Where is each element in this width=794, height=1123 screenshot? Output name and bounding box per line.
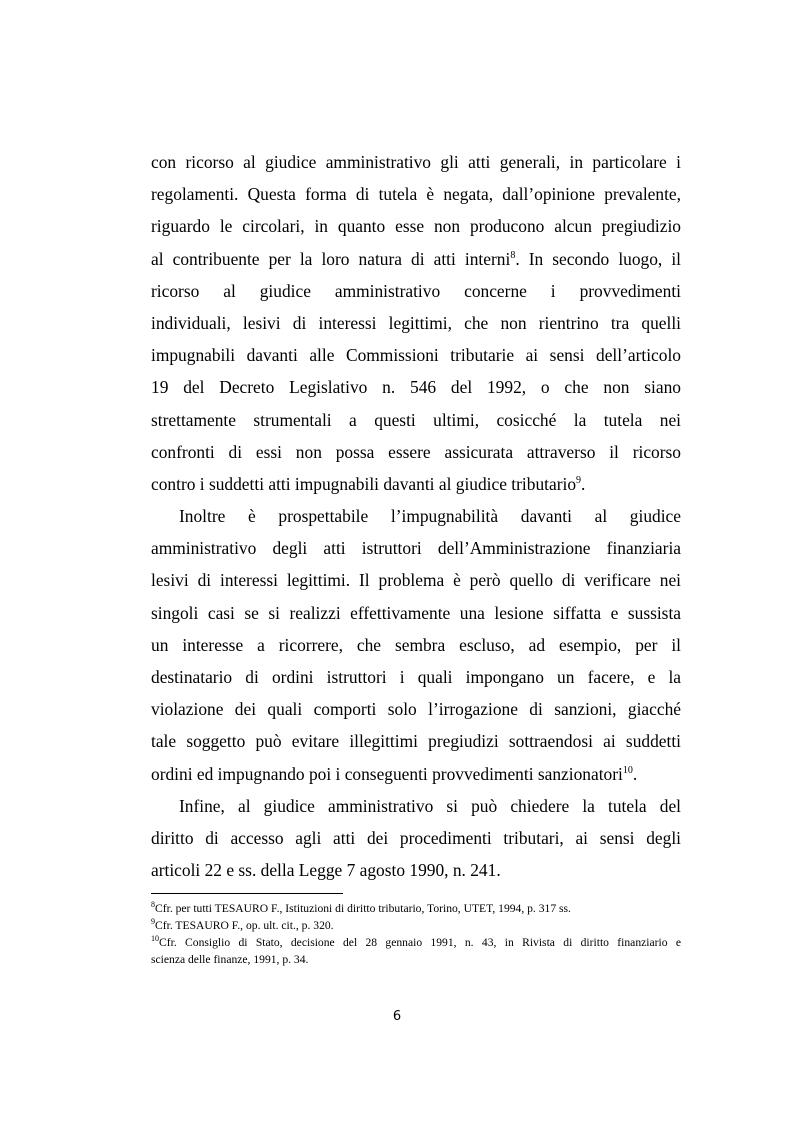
footnote-number: 10: [151, 934, 159, 943]
footnote-separator: [151, 893, 343, 894]
text-line: diritto di accesso agli atti dei procedimenti tributari, ai sensi degli: [151, 827, 681, 848]
text-line: destinatario di ordini istruttori i quali impongano un facere, e la: [151, 667, 681, 687]
footnote-text: Cfr. TESAURO F., op. ult. cit., p. 320.: [155, 919, 334, 932]
text-line: violazione dei quali comporti solo l’irrogazione di sanzioni, giacché: [151, 699, 681, 720]
text-line: con ricorso al giudice amministrativo gli atti generali, in particolare i: [151, 152, 681, 172]
text-line: un interesse a ricorrere, che sembra escluso, ad esempio, per il: [151, 634, 681, 655]
footnote-ref-10[interactable]: 10: [622, 764, 633, 776]
footnote-8: [151, 900, 681, 917]
footnote-number: 8: [151, 900, 155, 909]
text-line: [151, 758, 681, 790]
text-line: individuali, lesivi di interessi legittimi, che non rientrino tra quelli: [151, 312, 681, 333]
footnote-ref-9[interactable]: 9: [576, 474, 582, 486]
text-line: singoli casi se si realizzi effettivamente una lesione siffatta e sussista: [151, 602, 681, 623]
footnote-10-continuation: scienza delle finanze, 1991, p. 34.: [151, 953, 309, 966]
body-text: [151, 146, 681, 886]
text-line: [151, 468, 681, 500]
paragraph-1: [151, 146, 681, 500]
text-line: [151, 243, 681, 275]
text-line: 19 del Decreto Legislativo n. 546 del 1992, o che non siano: [151, 377, 681, 398]
text-line: lesivi di interessi legittimi. Il problema è però quello di verificare nei: [151, 570, 681, 591]
paragraph-3: [151, 790, 681, 887]
footnote-number: 9: [151, 917, 155, 926]
text-line: confronti di essi non possa essere assicurata attraverso il ricorso: [151, 441, 681, 462]
text-fragment: ordini ed impugnando poi i conseguenti provvedimenti sanzionatori: [151, 763, 623, 784]
footnote-9: [151, 917, 681, 934]
footnote-ref-8[interactable]: 8: [510, 249, 516, 261]
text-line: impugnabili davanti alle Commissioni tributarie ai sensi dell’articolo: [151, 345, 681, 366]
text-line: amministrativo degli atti istruttori dell’Amministrazione finanziaria: [151, 538, 681, 559]
footnote-text: Cfr. Consiglio di Stato, decisione del 28 gennaio 1991, n. 43, in Rivista di diritto finanziario e: [159, 936, 681, 949]
text-line: riguardo le circolari, in quanto esse non producono alcun pregiudizio: [151, 216, 681, 237]
text-line: ricorso al giudice amministrativo concerne i provvedimenti: [151, 280, 681, 301]
text-fragment: .: [581, 473, 586, 494]
text-line: strettamente strumentali a questi ultimi, cosicché la tutela nei: [151, 409, 681, 430]
paragraph-2: [151, 500, 681, 790]
page-number: 6: [392, 1009, 402, 1024]
text-line: Inoltre è prospettabile l’impugnabilità davanti al giudice: [179, 506, 681, 527]
text-fragment: .: [632, 763, 638, 784]
text-line: tale soggetto può evitare illegittimi pregiudizi sottraendosi ai suddetti: [151, 731, 681, 752]
text-line: Infine, al giudice amministrativo si può chiedere la tutela del: [179, 795, 681, 816]
footnote-text: Cfr. per tutti TESAURO F., Istituzioni di diritto tributario, Torino, UTET, 1994, p. 317 ss.: [155, 902, 571, 915]
footnotes: [151, 900, 681, 968]
text-fragment: al contribuente per la loro natura di atti interni: [151, 248, 511, 269]
text-fragment: . In secondo luogo, il: [515, 248, 681, 269]
text-line: regolamenti. Questa forma di tutela è negata, dall’opinione prevalente,: [151, 184, 681, 205]
footnote-10: [151, 934, 681, 951]
text-fragment: contro i suddetti atti impugnabili davanti al giudice tributario: [151, 473, 577, 494]
text-line: articoli 22 e ss. della Legge 7 agosto 1990, n. 241.: [151, 860, 501, 881]
